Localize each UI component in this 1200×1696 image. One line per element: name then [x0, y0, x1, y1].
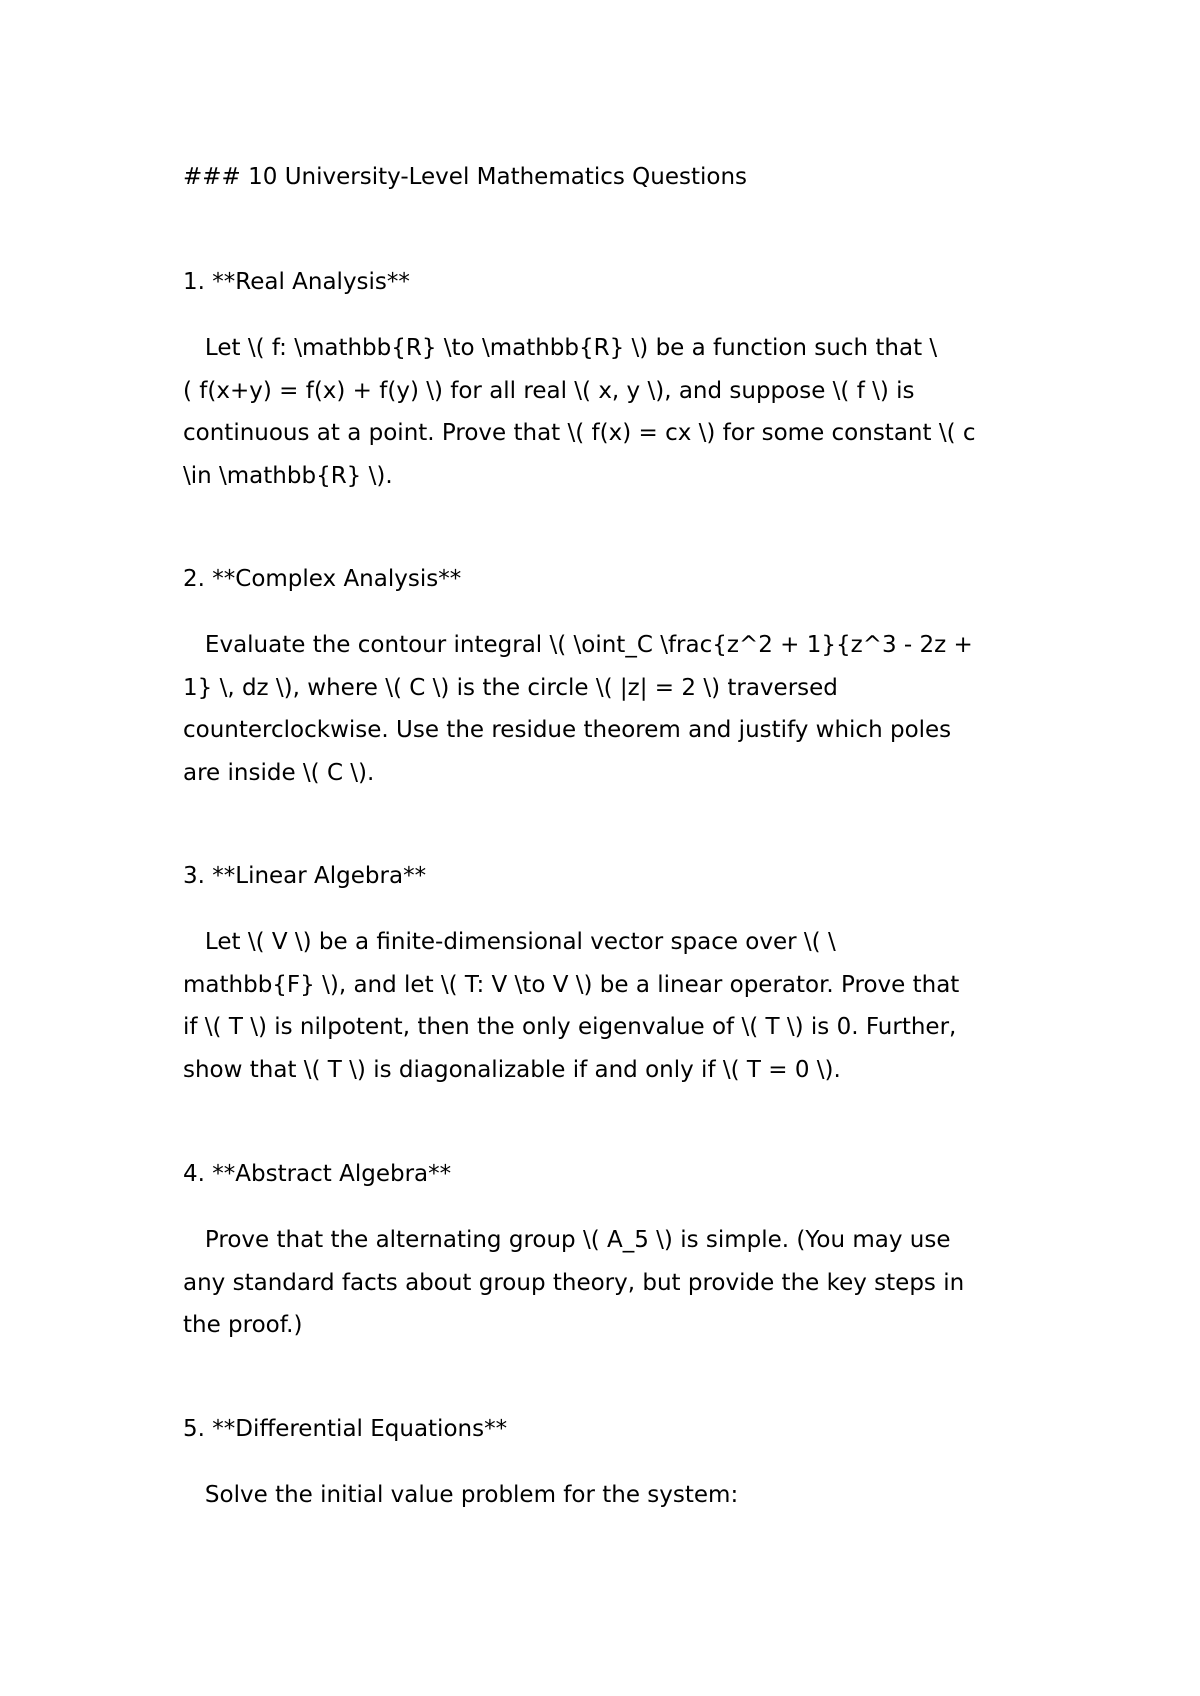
question-2-line-3: counterclockwise. Use the residue theorem and justify which poles: [183, 717, 952, 743]
question-3-body: [183, 921, 1023, 1091]
question-4-line-1: Prove that the alternating group \( A_5 \) is simple. (You may use: [183, 1227, 951, 1253]
question-4-line-2: any standard facts about group theory, but provide the key steps in: [183, 1269, 965, 1296]
question-3-title: 3. **Linear Algebra**: [183, 863, 427, 889]
question-2-line-2: 1} \, dz \), where \( C \) is the circle \( |z| = 2 \) traversed: [183, 674, 838, 701]
question-4-line-3: the proof.): [183, 1312, 303, 1338]
question-4-title: 4. **Abstract Algebra**: [183, 1161, 452, 1187]
question-1-line-1: Let \( f: \mathbb{R} \to \mathbb{R} \) be a function such that \: [183, 335, 938, 361]
document-heading: ### 10 University-Level Mathematics Questions: [183, 164, 748, 190]
question-3-line-4: show that \( T \) is diagonalizable if and only if \( T = 0 \).: [183, 1056, 841, 1083]
question-5-body: [183, 1474, 1023, 1517]
question-1-title: 1. **Real Analysis**: [183, 269, 410, 295]
question-5-line-1: Solve the initial value problem for the system:: [183, 1482, 739, 1508]
question-2-body: [183, 624, 1023, 794]
question-3-line-3: if \( T \) is nilpotent, then the only eigenvalue of \( T \) is 0. Further,: [183, 1014, 957, 1040]
question-2-line-4: are inside \( C \).: [183, 759, 375, 786]
question-4-body: [183, 1219, 1023, 1347]
question-1-body: [183, 327, 1023, 497]
question-3-line-2: mathbb{F} \), and let \( T: V \to V \) be a linear operator. Prove that: [183, 971, 960, 998]
question-1-line-3: continuous at a point. Prove that \( f(x) = cx \) for some constant \( c: [183, 420, 976, 446]
question-3-line-1: Let \( V \) be a finite-dimensional vector space over \( \: [183, 929, 836, 955]
question-1-line-2: ( f(x+y) = f(x) + f(y) \) for all real \( x, y \), and suppose \( f \) is: [183, 377, 915, 404]
question-1-line-4: \in \mathbb{R} \).: [183, 462, 393, 489]
question-2-title: 2. **Complex Analysis**: [183, 566, 462, 592]
question-2-line-1: Evaluate the contour integral \( \oint_C \frac{z^2 + 1}{z^3 - 2z +: [183, 632, 973, 658]
question-5-title: 5. **Differential Equations**: [183, 1416, 508, 1442]
